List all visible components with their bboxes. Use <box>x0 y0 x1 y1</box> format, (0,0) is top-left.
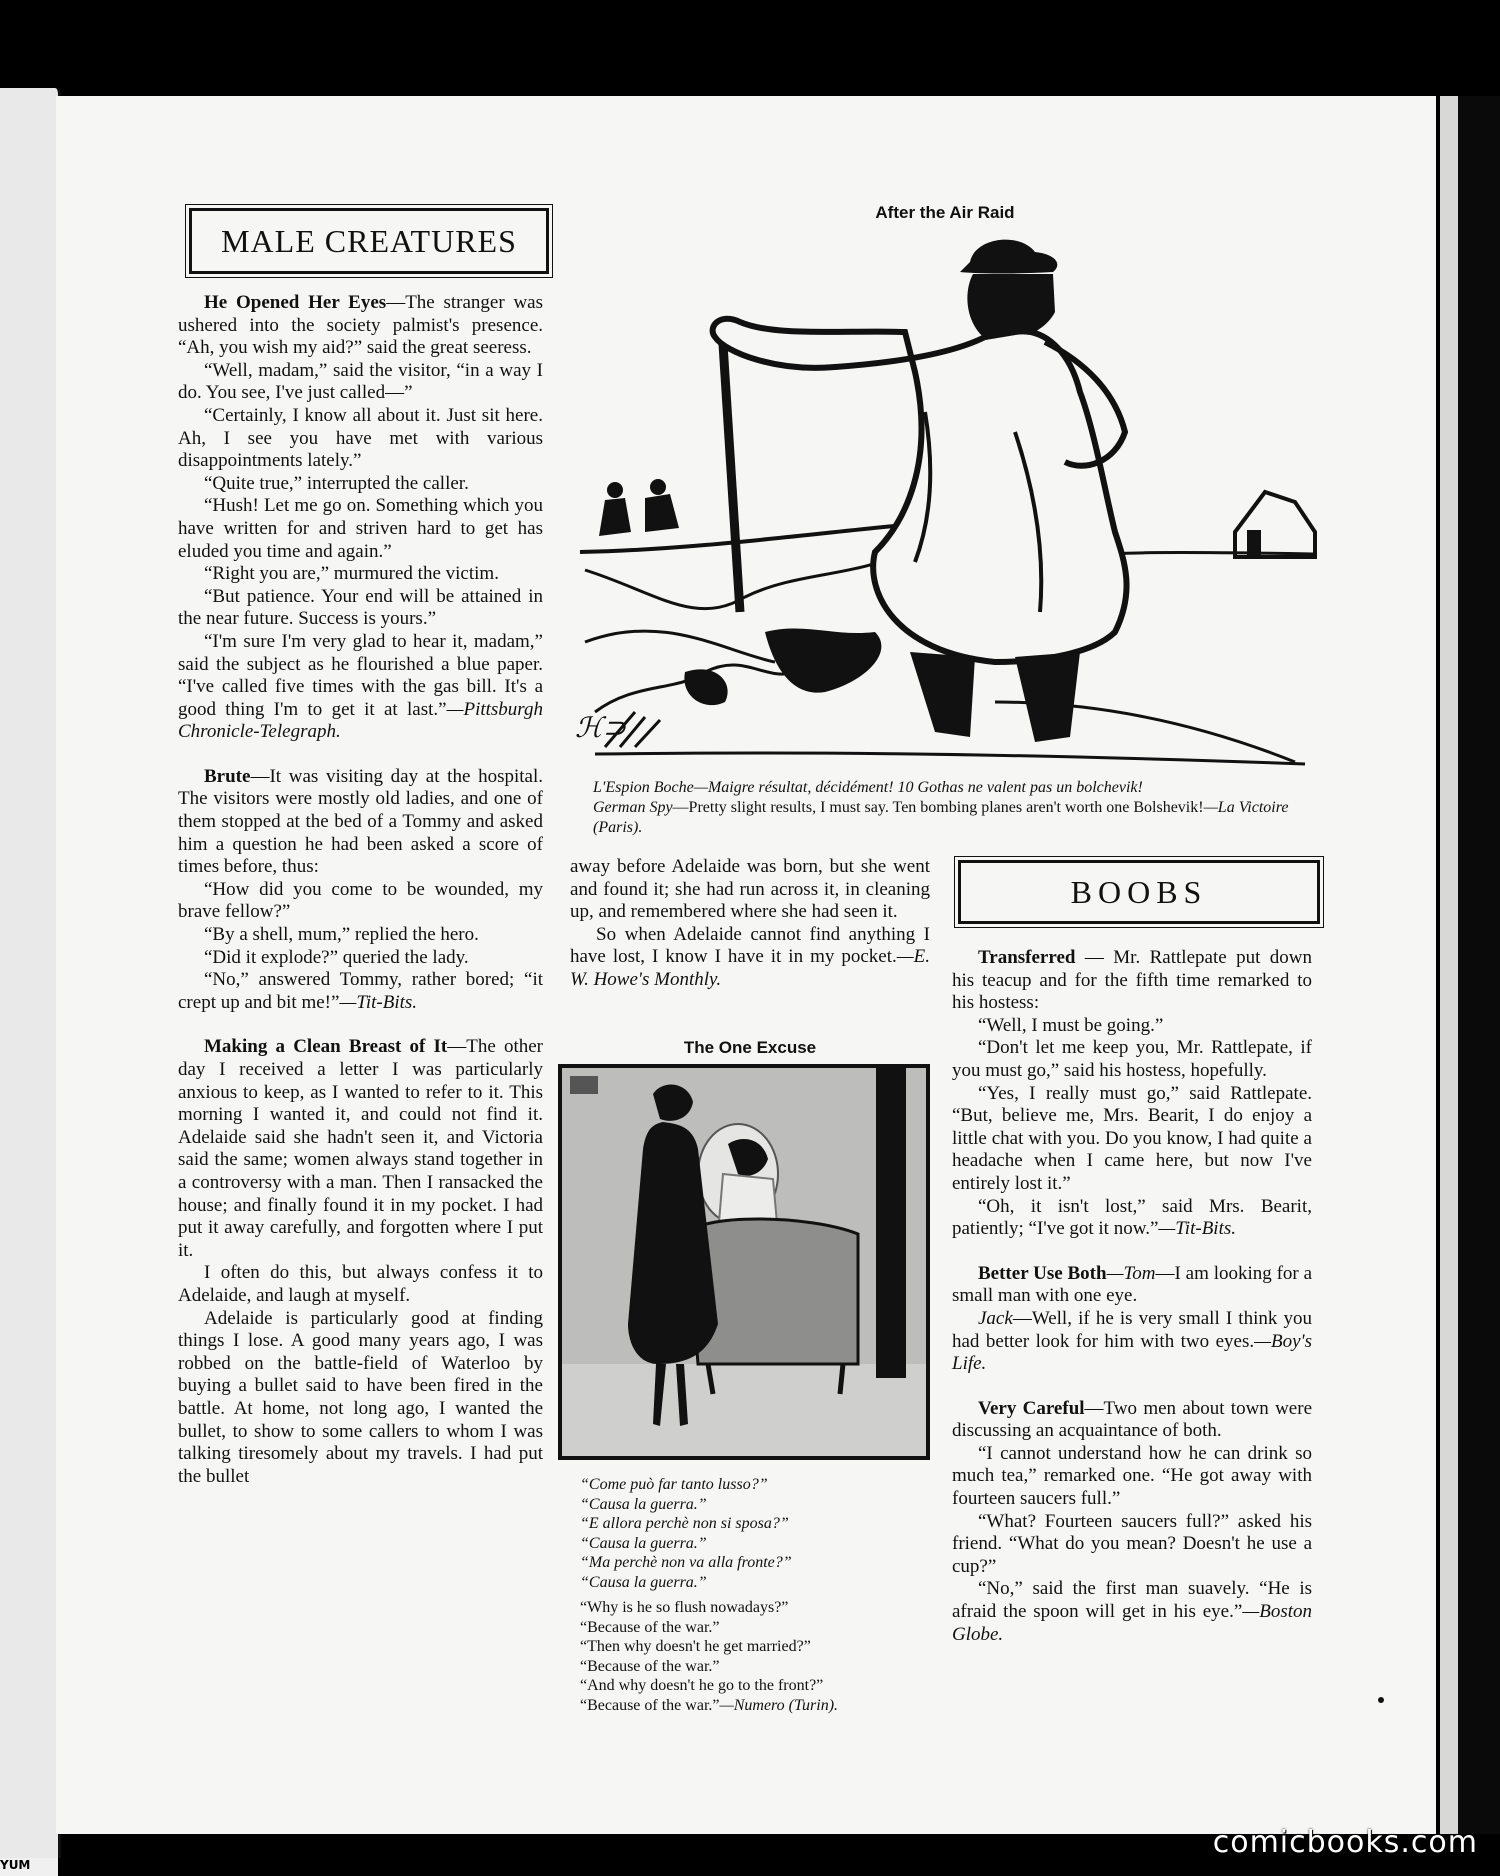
story-source: —E. W. Howe's Monthly. <box>570 946 930 990</box>
story-paragraph: I often do this, but always confess it to Adelaide, and laugh at myself. <box>178 1262 543 1306</box>
story-source: —Boy's Life. <box>952 1330 1312 1375</box>
air-raid-cartoon <box>575 232 1325 772</box>
story-paragraph: “Well, madam,” said the visitor, “in a way I do. You see, I've just called—” <box>178 359 543 404</box>
middle-column <box>570 856 930 992</box>
story-paragraph: “I'm sure I'm very glad to hear it, madam,” said the subject as he flourished a blue paper. “I've called five times with the gas bill. It's a good thing I'm to get it at last.”—Pittsburgh Chronicle-Telegraph. <box>178 630 543 743</box>
story-paragraph: Transferred — Mr. Rattlepate put down his teacup and for the fifth time remarked to his hostess: <box>952 947 1312 1014</box>
right-column <box>952 947 1312 1646</box>
story-source: —Tit-Bits. <box>339 991 418 1013</box>
story-heading: Transferred <box>978 947 1076 968</box>
story-heading: Making a Clean Breast of It <box>204 1036 448 1058</box>
verse-line: “Because of the war.”—Numero (Turin). <box>580 1696 839 1714</box>
scan-border <box>1458 96 1500 1834</box>
story-paragraph: Better Use Both—Tom—I am looking for a small man with one eye. <box>952 1262 1313 1307</box>
story-paragraph: “No,” said the first man suavely. “He is afraid the spoon will get in his eye.”—Boston Globe. <box>952 1578 1312 1645</box>
story-paragraph: away before Adelaide was born, but she went and found it; she had run across it, in cleaning up, and remembered where she had seen it. <box>570 856 930 923</box>
cartoon-title: After the Air Raid <box>875 203 1015 222</box>
story-source: —Boston Globe. <box>952 1601 1312 1645</box>
story-source: —Pittsburgh Chronicle-Telegraph. <box>178 698 543 743</box>
story-heading: Better Use Both <box>978 1262 1107 1284</box>
story-source: —Tit-Bits. <box>1158 1218 1236 1240</box>
one-excuse-verse <box>580 1475 935 1715</box>
story-paragraph: Very Careful—Two men about town were discussing an acquaintance of both. <box>952 1397 1312 1442</box>
verse-line: “Because of the war.” <box>580 1657 720 1675</box>
verse-line: “And why doesn't he go to the front?” <box>580 1677 824 1694</box>
verse-line: “E allora perchè non si sposa?” <box>580 1515 789 1532</box>
story-paragraph: “Don't let me keep you, Mr. Rattlepate, if you must go,” said his hostess, hopefully. <box>952 1037 1312 1081</box>
watermark: comicbooks.com <box>1212 1825 1478 1860</box>
svg-text:ℋ⊃: ℋ⊃ <box>575 713 627 744</box>
story-paragraph: “Certainly, I know all about it. Just sit here. Ah, I see you have met with various disappointments lately.” <box>178 404 543 472</box>
story-paragraph: Brute—It was visiting day at the hospital. The visitors were mostly old ladies, and one of them stopped at the bed of a Tommy and asked him a question he had been asked a score of times before, thus: <box>178 765 543 878</box>
story-paragraph: “By a shell, mum,” replied the hero. <box>204 924 479 946</box>
male-creatures-header <box>189 208 549 274</box>
corner-tab: YUM <box>0 1858 58 1876</box>
story-paragraph: He Opened Her Eyes—The stranger was ushered into the society palmist's presence. “Ah, you wish my aid?” said the great seeress. <box>178 292 544 359</box>
story-paragraph: “Yes, I really must go,” said Rattlepate. “But, believe me, Mrs. Bearit, I do enjoy a little chat with you. Do you know, I had quite a headache when I came here, but now I've entirely lost it.” <box>952 1082 1312 1194</box>
story-heading: He Opened Her Eyes <box>204 292 387 313</box>
one-excuse-cartoon <box>558 1064 930 1460</box>
story-paragraph: “What? Fourteen saucers full?” asked his friend. “What do you mean? Doesn't he use a cup?” <box>952 1510 1312 1577</box>
cartoon-caption <box>575 778 1320 838</box>
verse-line: “Ma perchè non va alla fronte?” <box>580 1554 792 1571</box>
story-paragraph: “But patience. Your end will be attained in the near future. Success is yours.” <box>178 585 543 630</box>
verse-line: “Causa la guerra.” <box>580 1534 707 1552</box>
verse-line: “Then why doesn't he get married?” <box>580 1638 811 1655</box>
boobs-header <box>958 860 1320 924</box>
story-paragraph: “How did you come to be wounded, my brave fellow?” <box>178 878 543 923</box>
story-paragraph: Adelaide is particularly good at finding things I lose. A good many years ago, I was robbed on the battle-field of Waterloo by buying a bullet said to have been fired in the battle. At home, not long ago, I wanted the bullet, to show to some callers to whom I was talking tiresomely about my travels. I had put the bullet <box>178 1307 543 1487</box>
page-dot <box>1378 1697 1384 1703</box>
caption-french: L'Espion Boche—Maigre résultat, décidément! 10 Gothas ne valent pas un bolchevik! <box>593 779 1143 796</box>
left-page-edge <box>0 88 61 1858</box>
cartoon-title: The One Excuse <box>683 1038 817 1057</box>
verse-line: “Causa la guerra.” <box>580 1495 707 1513</box>
verse-line: “Causa la guerra.” <box>580 1573 707 1591</box>
left-column <box>178 292 543 1488</box>
section-title: MALE CREATURES <box>221 222 517 259</box>
verse-line: “Why is he so flush nowadays?” <box>580 1599 789 1616</box>
story-paragraph: “Right you are,” murmured the victim. <box>204 563 499 585</box>
story-paragraph: So when Adelaide cannot find anything I have lost, I know I have it in my pocket.—E. W. Howe's Monthly. <box>570 923 930 990</box>
verse-line: “Come può far tanto lusso?” <box>580 1476 768 1493</box>
story-paragraph: “Well, I must be going.” <box>978 1014 1164 1036</box>
story-paragraph: “Quite true,” interrupted the caller. <box>204 472 469 494</box>
story-heading: Very Careful <box>978 1397 1085 1419</box>
page-gutter <box>1440 96 1458 1834</box>
story-paragraph: “Did it explode?” queried the lady. <box>204 946 469 968</box>
story-paragraph: Making a Clean Breast of It—The other day I received a letter I was particularly anxious to keep, as I wanted to refer to it. This morning I wanted it, and could not find it. Adelaide said she hadn't seen it, and Victoria said the same; women always stand together in a controversy with a man. Then I ransacked the house; and finally found it in my pocket. I had put it away carefully, and forgotten where I put it. <box>178 1036 544 1261</box>
story-heading: Brute <box>204 765 251 787</box>
caption-english: German Spy—Pretty slight results, I must say. Ten bombing planes aren't worth one Bolshevik!—La Victoire (Paris). <box>593 799 1289 836</box>
verse-line: “Because of the war.” <box>580 1618 720 1636</box>
story-paragraph: “Oh, it isn't lost,” said Mrs. Bearit, patiently; “I've got it now.”—Tit-Bits. <box>952 1195 1312 1240</box>
section-title: BOOBS <box>1070 873 1208 910</box>
story-paragraph: “Hush! Let me go on. Something which you have written for and striven hard to get has eluded you time and again.” <box>178 495 543 562</box>
story-paragraph: Jack—Well, if he is very small I think you had better look for him with two eyes.—Boy's Life. <box>952 1307 1312 1375</box>
story-paragraph: “I cannot understand how he can drink so much tea,” remarked one. “He got away with fourteen saucers full.” <box>952 1442 1312 1510</box>
story-paragraph: “No,” answered Tommy, rather bored; “it crept up and bit me!”—Tit-Bits. <box>178 969 543 1013</box>
